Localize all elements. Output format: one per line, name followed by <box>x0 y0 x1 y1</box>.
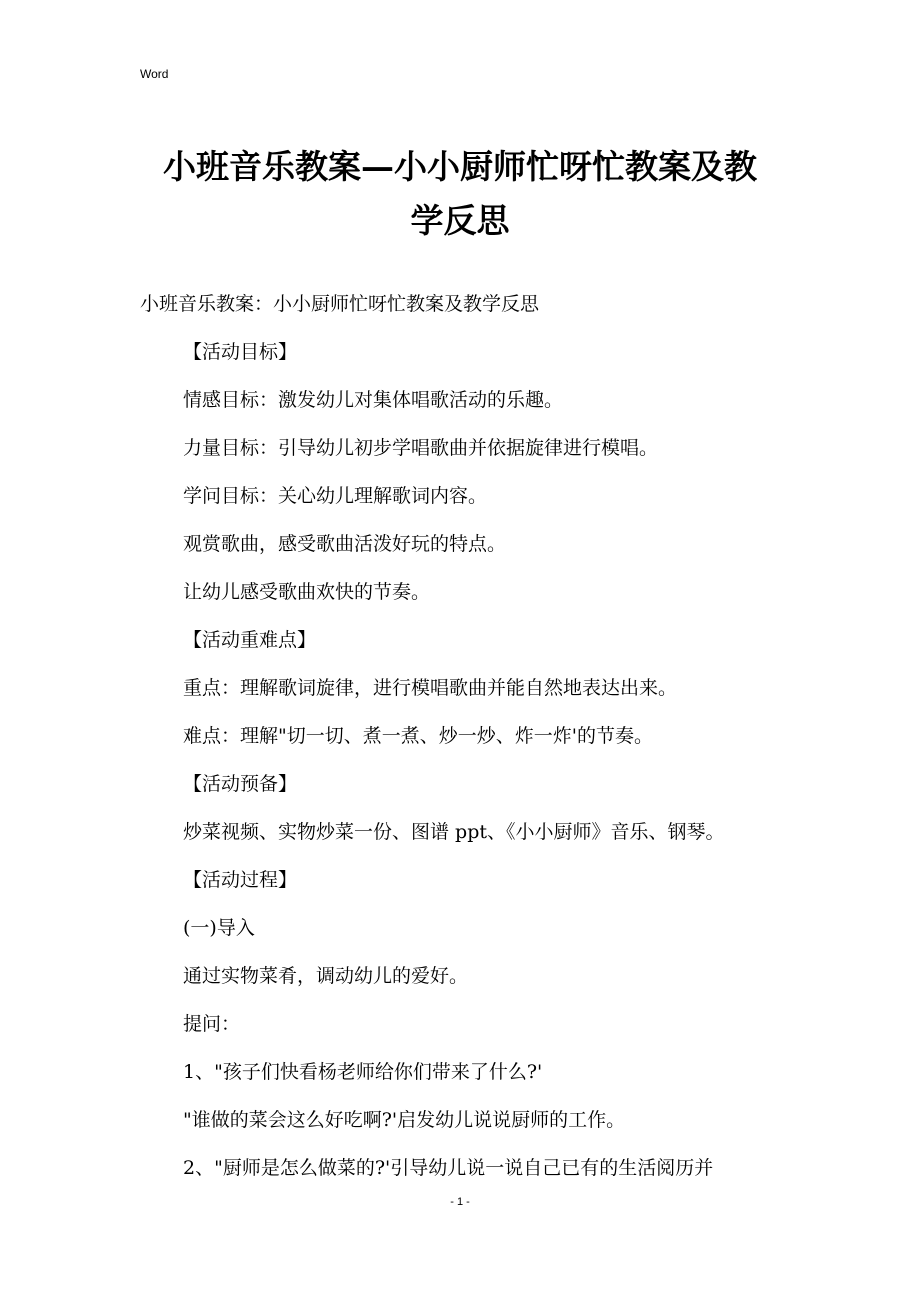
section-heading-preparation: 【活动预备】 <box>183 773 298 795</box>
page-number: - 1 - <box>450 1196 470 1208</box>
paragraph: 提问： <box>183 1013 241 1035</box>
page-title <box>120 140 800 248</box>
intro-paragraph: 小班音乐教案：小小厨师忙呀忙教案及教学反思 <box>140 293 540 315</box>
paragraph: (一)导入 <box>183 917 255 939</box>
paragraph: 炒菜视频、实物炒菜一份、图谱 ppt、《小小厨师》音乐、钢琴。 <box>183 821 725 843</box>
paragraph: 重点：理解歌词旋律，进行模唱歌曲并能自然地表达出来。 <box>183 677 678 699</box>
title-line-1: 小班音乐教案—小小厨师忙呀忙教案及教 <box>163 147 757 186</box>
section-heading-key-points: 【活动重难点】 <box>183 629 317 651</box>
paragraph: 学问目标：关心幼儿理解歌词内容。 <box>183 485 488 507</box>
paragraph: 难点：理解"切一切、煮一煮、炒一炒、炸一炸'的节奏。 <box>183 725 653 747</box>
paragraph: "谁做的菜会这么好吃啊?'启发幼儿说说厨师的工作。 <box>183 1109 626 1131</box>
paragraph: 观赏歌曲，感受歌曲活泼好玩的特点。 <box>183 533 507 555</box>
paragraph: 1、"孩子们快看杨老师给你们带来了什么?' <box>183 1061 543 1083</box>
section-heading-goals: 【活动目标】 <box>183 341 298 363</box>
paragraph: 2、"厨师是怎么做菜的?'引导幼儿说一说自己已有的生活阅历并 <box>183 1157 714 1179</box>
paragraph: 力量目标：引导幼儿初步学唱歌曲并依据旋律进行模唱。 <box>183 437 659 459</box>
section-heading-process: 【活动过程】 <box>183 869 298 891</box>
paragraph: 通过实物菜肴，调动幼儿的爱好。 <box>183 965 469 987</box>
paragraph: 让幼儿感受歌曲欢快的节奏。 <box>183 581 431 603</box>
paragraph: 情感目标：激发幼儿对集体唱歌活动的乐趣。 <box>183 389 564 411</box>
header-label: Word <box>140 67 169 81</box>
title-line-2: 学反思 <box>410 201 510 240</box>
